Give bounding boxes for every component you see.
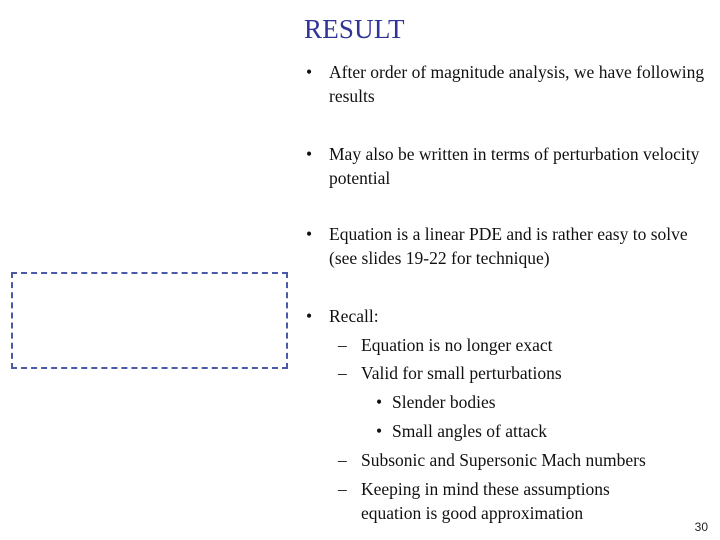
bullet-1 [306,60,706,108]
recall-item-1 [338,333,698,357]
bullet-marker: • [376,421,383,441]
dash-marker: – [338,335,347,355]
recall-item-4 [338,477,658,525]
perturbation-item-text: Small angles of attack [392,421,548,441]
recall-item-3 [338,448,708,472]
bullet-2 [306,142,706,190]
recall-item-text: Subsonic and Supersonic Mach numbers [361,450,646,470]
equation-placeholder-box [11,272,288,369]
bullet-marker: • [306,306,313,326]
slide-title: RESULT [304,14,405,44]
recall-item-text: Keeping in mind these assumptions equation is good approximation [361,479,610,523]
dash-marker: – [338,450,347,470]
bullet-3 [306,222,706,270]
bullet-marker: • [306,224,313,244]
recall-item-text: Equation is no longer exact [361,335,553,355]
page-number: 30 [694,520,708,534]
bullet-text: Recall: [329,306,379,326]
perturbation-item-text: Slender bodies [392,392,496,412]
bullet-text: Equation is a linear PDE and is rather easy to solve (see slides 19-22 for technique) [329,224,688,268]
bullet-marker: • [306,62,313,82]
bullet-marker: • [376,392,383,412]
bullet-4 [306,304,706,328]
bullet-marker: • [306,144,313,164]
bullet-text: May also be written in terms of perturbation velocity potential [329,144,700,188]
dash-marker: – [338,479,347,499]
recall-item-2 [338,361,698,385]
dash-marker: – [338,363,347,383]
recall-item-text: Valid for small perturbations [361,363,562,383]
perturbation-item-1 [376,390,676,414]
perturbation-item-2 [376,419,676,443]
bullet-text: After order of magnitude analysis, we have following results [329,62,705,106]
